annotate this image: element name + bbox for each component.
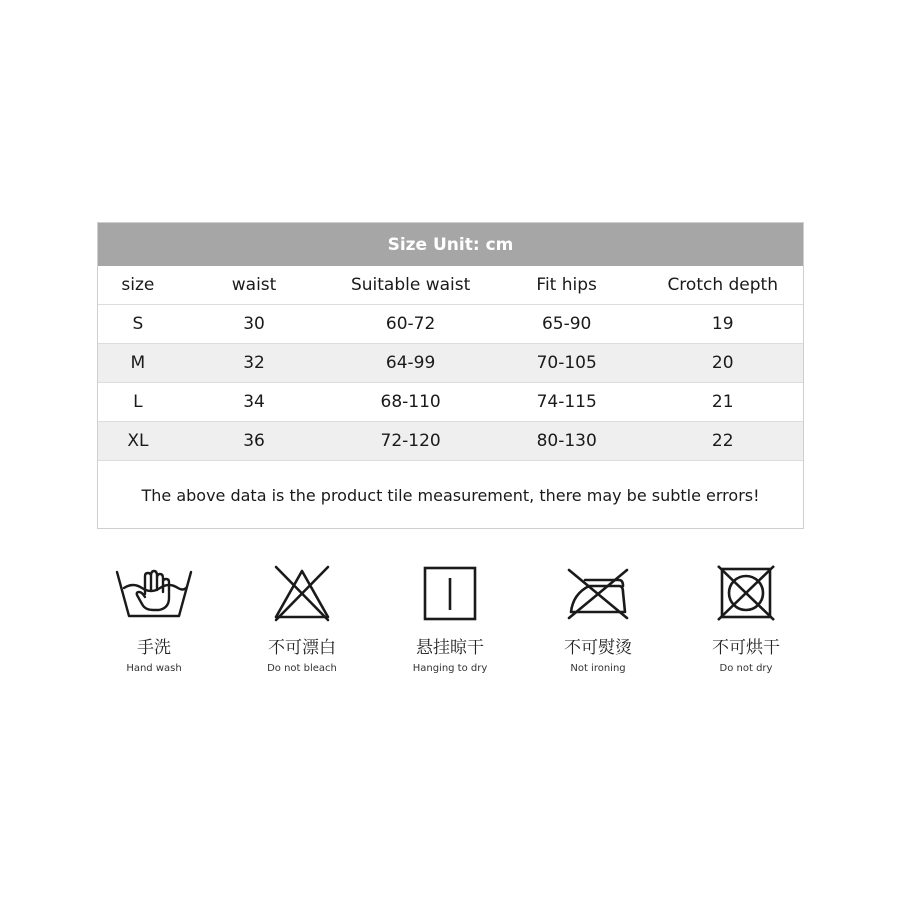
cell-waist: 32 bbox=[243, 353, 265, 373]
header-crotch-depth: Crotch depth bbox=[667, 275, 778, 295]
cell-waist: 34 bbox=[243, 392, 265, 412]
table-row bbox=[98, 383, 803, 422]
hand-wash-icon bbox=[114, 562, 194, 624]
size-table bbox=[97, 222, 804, 529]
care-item-no-iron bbox=[524, 562, 672, 674]
cell-crotch-depth: 21 bbox=[711, 392, 734, 412]
table-title: Size Unit: cm bbox=[98, 223, 803, 266]
care-label-en: Hand wash bbox=[126, 663, 182, 674]
measurement-note: The above data is the product tile measurement, there may be subtle errors! bbox=[141, 485, 760, 505]
table-row bbox=[98, 422, 803, 461]
no-iron-icon bbox=[558, 562, 638, 624]
care-instructions bbox=[80, 562, 820, 674]
care-label-en: Do not bleach bbox=[267, 663, 337, 674]
table-header-row bbox=[98, 266, 803, 305]
cell-waist: 30 bbox=[243, 314, 265, 334]
cell-crotch-depth: 20 bbox=[711, 353, 734, 373]
cell-size: XL bbox=[127, 431, 149, 451]
header-size: size bbox=[121, 275, 155, 295]
care-item-no-bleach bbox=[228, 562, 376, 674]
header-suitable-waist: Suitable waist bbox=[350, 275, 471, 295]
cell-size: L bbox=[133, 392, 143, 412]
cell-fit-hips: 70-105 bbox=[536, 353, 597, 373]
no-bleach-icon bbox=[262, 562, 342, 624]
care-label-cn: 悬挂晾干 bbox=[416, 638, 484, 658]
care-item-no-tumble-dry bbox=[672, 562, 820, 674]
cell-size: M bbox=[130, 353, 146, 373]
cell-fit-hips: 80-130 bbox=[536, 431, 597, 451]
cell-fit-hips: 65-90 bbox=[541, 314, 592, 334]
care-label-cn: 不可熨烫 bbox=[564, 638, 632, 658]
care-item-hang-dry bbox=[376, 562, 524, 674]
cell-waist: 36 bbox=[243, 431, 265, 451]
care-label-cn: 手洗 bbox=[137, 638, 171, 658]
care-item-hand-wash bbox=[80, 562, 228, 674]
care-label-cn: 不可漂白 bbox=[268, 638, 336, 658]
table-row bbox=[98, 305, 803, 344]
cell-suitable-waist: 64-99 bbox=[385, 353, 436, 373]
cell-suitable-waist: 72-120 bbox=[380, 431, 441, 451]
hang-dry-icon bbox=[410, 562, 490, 624]
cell-crotch-depth: 19 bbox=[711, 314, 734, 334]
table-row bbox=[98, 344, 803, 383]
header-fit-hips: Fit hips bbox=[536, 275, 597, 295]
care-label-cn: 不可烘干 bbox=[712, 638, 780, 658]
header-waist: waist bbox=[231, 275, 277, 295]
cell-size: S bbox=[132, 314, 144, 334]
care-label-en: Not ironing bbox=[570, 663, 626, 674]
cell-fit-hips: 74-115 bbox=[536, 392, 597, 412]
cell-suitable-waist: 68-110 bbox=[380, 392, 441, 412]
care-label-en: Hanging to dry bbox=[412, 663, 488, 674]
cell-suitable-waist: 60-72 bbox=[385, 314, 436, 334]
no-tumble-dry-icon bbox=[706, 562, 786, 624]
care-label-en: Do not dry bbox=[719, 663, 773, 674]
cell-crotch-depth: 22 bbox=[711, 431, 734, 451]
